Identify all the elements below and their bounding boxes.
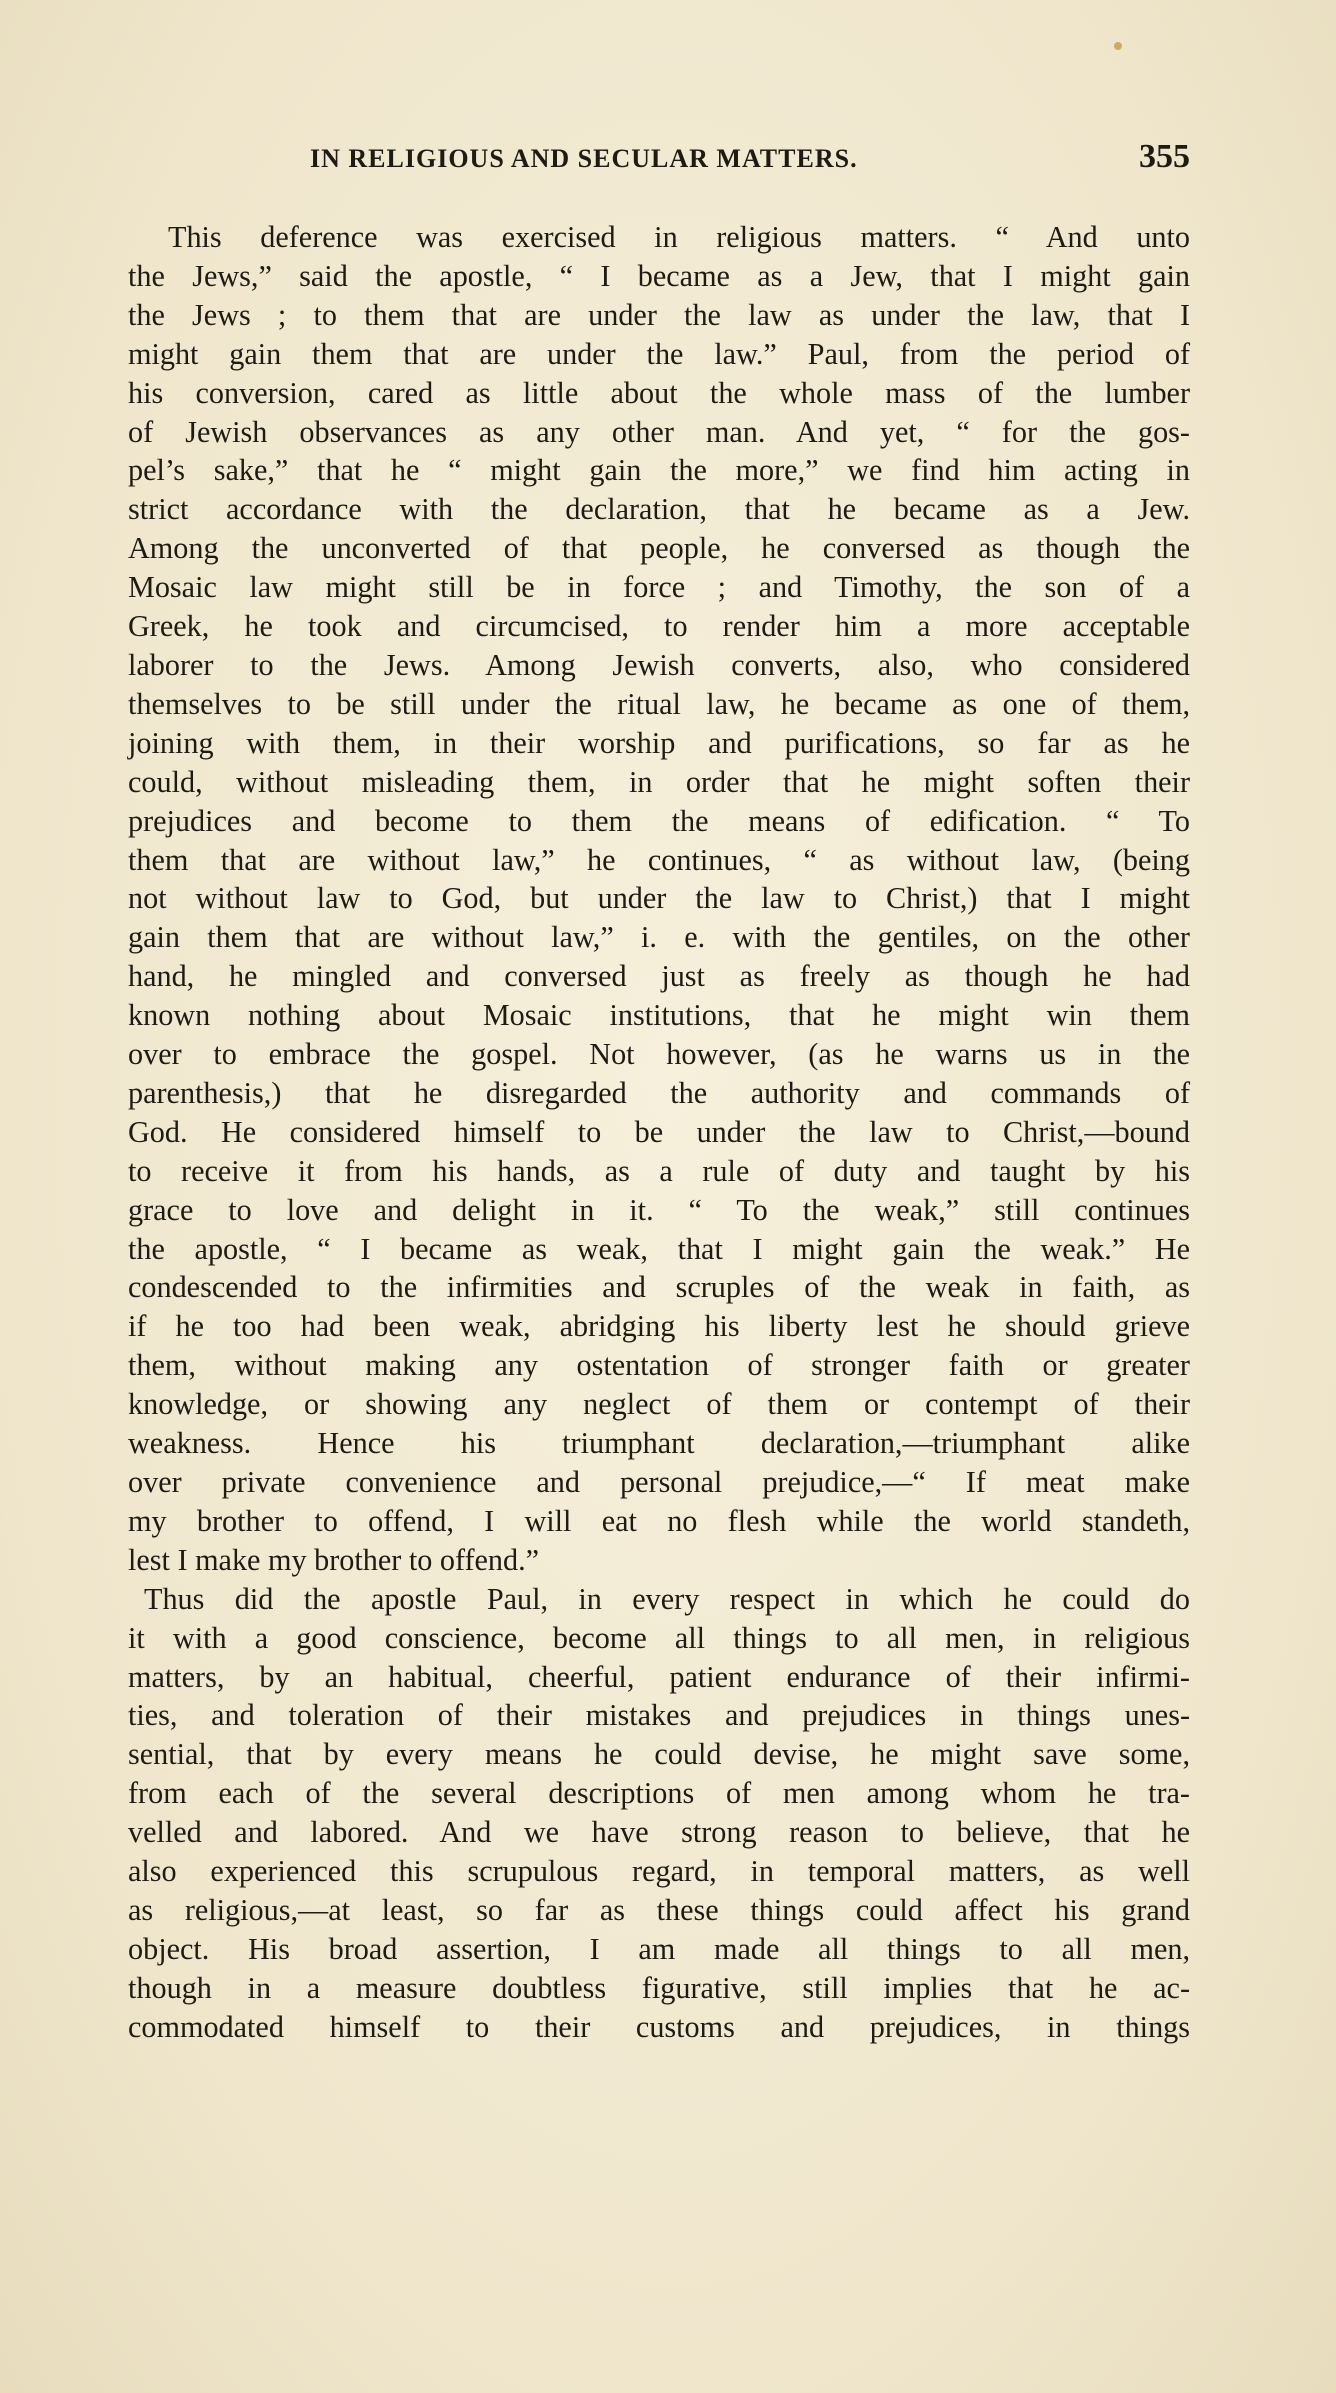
text-line: the Jews ; to them that are under the law as under the law, that I	[128, 297, 1190, 332]
text-line: knowledge, or showing any neglect of them or contempt of their	[128, 1387, 1190, 1422]
text-line: sential, that by every means he could devise, he might save some,	[128, 1737, 1190, 1772]
text-line: parenthesis,) that he disregarded the authority and commands of	[128, 1075, 1190, 1110]
text-line: them, without making any ostentation of stronger faith or greater	[128, 1348, 1190, 1383]
text-line: over private convenience and personal prejudice,—“ If meat make	[128, 1465, 1190, 1499]
text-line: the apostle, “ I became as weak, that I might gain the weak.” He	[128, 1231, 1190, 1266]
text-line: his conversion, cared as little about the whole mass of the lumber	[128, 375, 1190, 410]
text-line: them that are without law,” he continues, “ as without law, (being	[128, 842, 1190, 877]
page-header	[128, 138, 1190, 184]
text-line: might gain them that are under the law.” Paul, from the period of	[128, 336, 1190, 371]
text-line: though in a measure doubtless figurative, still implies that he ac-	[128, 1970, 1190, 2005]
page-number: 355	[1139, 138, 1190, 175]
text-line: grace to love and delight in it. “ To the weak,” still continues	[128, 1192, 1190, 1227]
text-line: Greek, he took and circumcised, to render him a more acceptable	[128, 609, 1190, 644]
text-line: matters, by an habitual, cheerful, patient endurance of their infirmi-	[128, 1659, 1190, 1694]
text-line: it with a good conscience, become all things to all men, in religious	[128, 1620, 1190, 1655]
ink-spot	[1114, 42, 1122, 50]
text-line: laborer to the Jews. Among Jewish converts, also, who considered	[128, 647, 1190, 682]
text-line: of Jewish observances as any other man. And yet, “ for the gos-	[128, 414, 1190, 449]
text-line: my brother to offend, I will eat no flesh while the world standeth,	[128, 1503, 1190, 1538]
body-text	[128, 218, 1190, 2047]
text-line: commodated himself to their customs and prejudices, in things	[128, 2009, 1190, 2044]
text-line: joining with them, in their worship and purifications, so far as he	[128, 725, 1190, 760]
text-line: from each of the several descriptions of men among whom he tra-	[128, 1776, 1190, 1811]
text-line: themselves to be still under the ritual law, he became as one of them,	[128, 686, 1190, 721]
text-line: pel’s sake,” that he “ might gain the more,” we find him acting in	[128, 453, 1190, 488]
text-line: Mosaic law might still be in force ; and Timothy, the son of a	[128, 570, 1190, 605]
text-line: weakness. Hence his triumphant declaration,—triumphant alike	[128, 1426, 1190, 1461]
running-head: IN RELIGIOUS AND SECULAR MATTERS.	[310, 144, 858, 173]
text-line: also experienced this scrupulous regard, in temporal matters, as well	[128, 1854, 1190, 1889]
text-line: lest I make my brother to offend.”	[128, 1542, 540, 1577]
text-line: could, without misleading them, in order that he might soften their	[128, 764, 1190, 799]
text-line: if he too had been weak, abridging his liberty lest he should grieve	[128, 1309, 1190, 1344]
text-line: Thus did the apostle Paul, in every respect in which he could do	[144, 1581, 1190, 1616]
text-line: strict accordance with the declaration, that he became as a Jew.	[128, 492, 1190, 527]
text-line: Among the unconverted of that people, he conversed as though the	[128, 531, 1190, 566]
text-line: over to embrace the gospel. Not however, (as he warns us in the	[128, 1037, 1190, 1072]
text-line: This deference was exercised in religious matters. “ And unto	[168, 220, 1190, 254]
text-line: to receive it from his hands, as a rule of duty and taught by his	[128, 1153, 1190, 1188]
text-line: object. His broad assertion, I am made all things to all men,	[128, 1931, 1190, 1966]
text-line: as religious,—at least, so far as these things could affect his grand	[128, 1892, 1190, 1927]
text-line: God. He considered himself to be under the law to Christ,—bound	[128, 1114, 1190, 1149]
text-line: velled and labored. And we have strong reason to believe, that he	[128, 1815, 1190, 1850]
text-line: hand, he mingled and conversed just as freely as though he had	[128, 959, 1190, 994]
text-line: condescended to the infirmities and scruples of the weak in faith, as	[128, 1270, 1190, 1305]
text-line: gain them that are without law,” i. e. with the gentiles, on the other	[128, 920, 1190, 955]
text-line: prejudices and become to them the means of edification. “ To	[128, 803, 1190, 838]
text-line: ties, and toleration of their mistakes and prejudices in things unes-	[128, 1698, 1190, 1733]
text-line: the Jews,” said the apostle, “ I became as a Jew, that I might gain	[128, 258, 1190, 293]
text-line: not without law to God, but under the law to Christ,) that I might	[128, 881, 1190, 916]
text-line: known nothing about Mosaic institutions, that he might win them	[128, 998, 1190, 1033]
